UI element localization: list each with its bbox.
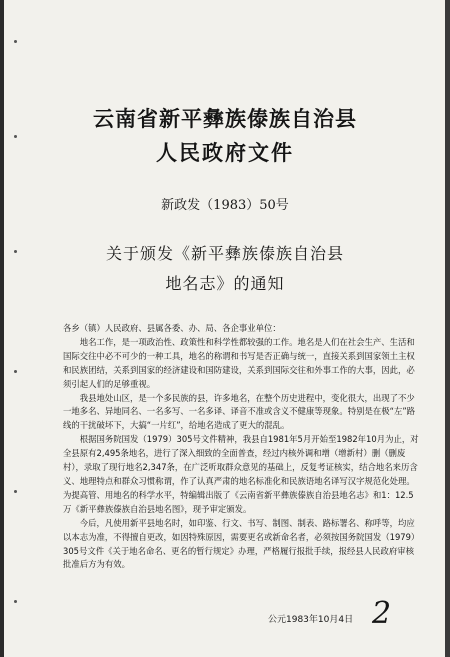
document-number: 新政发（1983）50号 (161, 198, 289, 213)
paragraph-2: 我县地处山区，是一个多民族的县，许多地名，在整个历史进程中，变化很大，出现了不少一地多名、异地同名、一名多写、一名多译、译音不准或含义不健康等现象。特别是在极“左”路线的干扰破坏下，大搞“一片红”，给地名造成了更大的混乱。 (63, 392, 416, 431)
paragraph-3: 根据国务院国发（1979）305号文件精神，我县自1981年5月开始至1982年10月为止，对全县原有2,495条地名，进行了深入细致的全面普查，经过内核外调和增（增新村）删（删废村），录取了现行地名2,347条，在广泛听取群众意见的基础上，反复考证核实，结合地名来历含义、地理特点和群众习惯称谓，作了认真严肃的地名标准化和民族语地名译写汉字规范化处理。为提高管、用地名的科学水平，特编辑出版了《云南省新平彝族傣族自治县地名志》和1：12.5万《新平彝族傣族自治县地名图》，现予审定颁发。 (63, 434, 419, 514)
notice-title-line1: 关于颁发《新平彝族傣族自治县 (105, 244, 344, 263)
paragraph-1: 地名工作，是一项政治性、政策性和科学性都较强的工作。地名是人们在社会生产、生活和国际交往中必不可少的一种工具，地名的称谓和书写是否正确与统一，直接关系到国家领土主权和民族团结，关系到国家的经济建设和国防建设，关系到国际交往和外事工作的大事，因此，必须引起人们的足够重视。 (63, 336, 415, 389)
issue-date: 公元1983年10月4日 (268, 615, 354, 625)
scan-edge-left (0, 0, 4, 657)
paragraph-4: 今后，凡使用新平县地名时，如印鉴、行文、书写、制图、制表、路标署名、称呼等，均应以本志为准，不得擅自更改，如因特殊原因，需要更名或新命名者，必须按国务院国发（1979）305号文件《关于地名命名、更名的暂行规定》办理，严格履行报批手续，报经县人民政府审核批准后方为有效。 (63, 517, 416, 570)
handwritten-page-number: 2 (372, 596, 392, 631)
scan-edge-right (445, 0, 450, 657)
salutation: 各乡（镇）人民政府、县属各委、办、局、各企事业单位： (63, 323, 281, 333)
issuing-org-line1: 云南省新平彝族傣族自治县 (93, 106, 357, 131)
issuing-org-line2: 人民政府文件 (156, 140, 294, 165)
notice-title-line2: 地名志》的通知 (165, 274, 285, 293)
notice-body (63, 322, 419, 572)
